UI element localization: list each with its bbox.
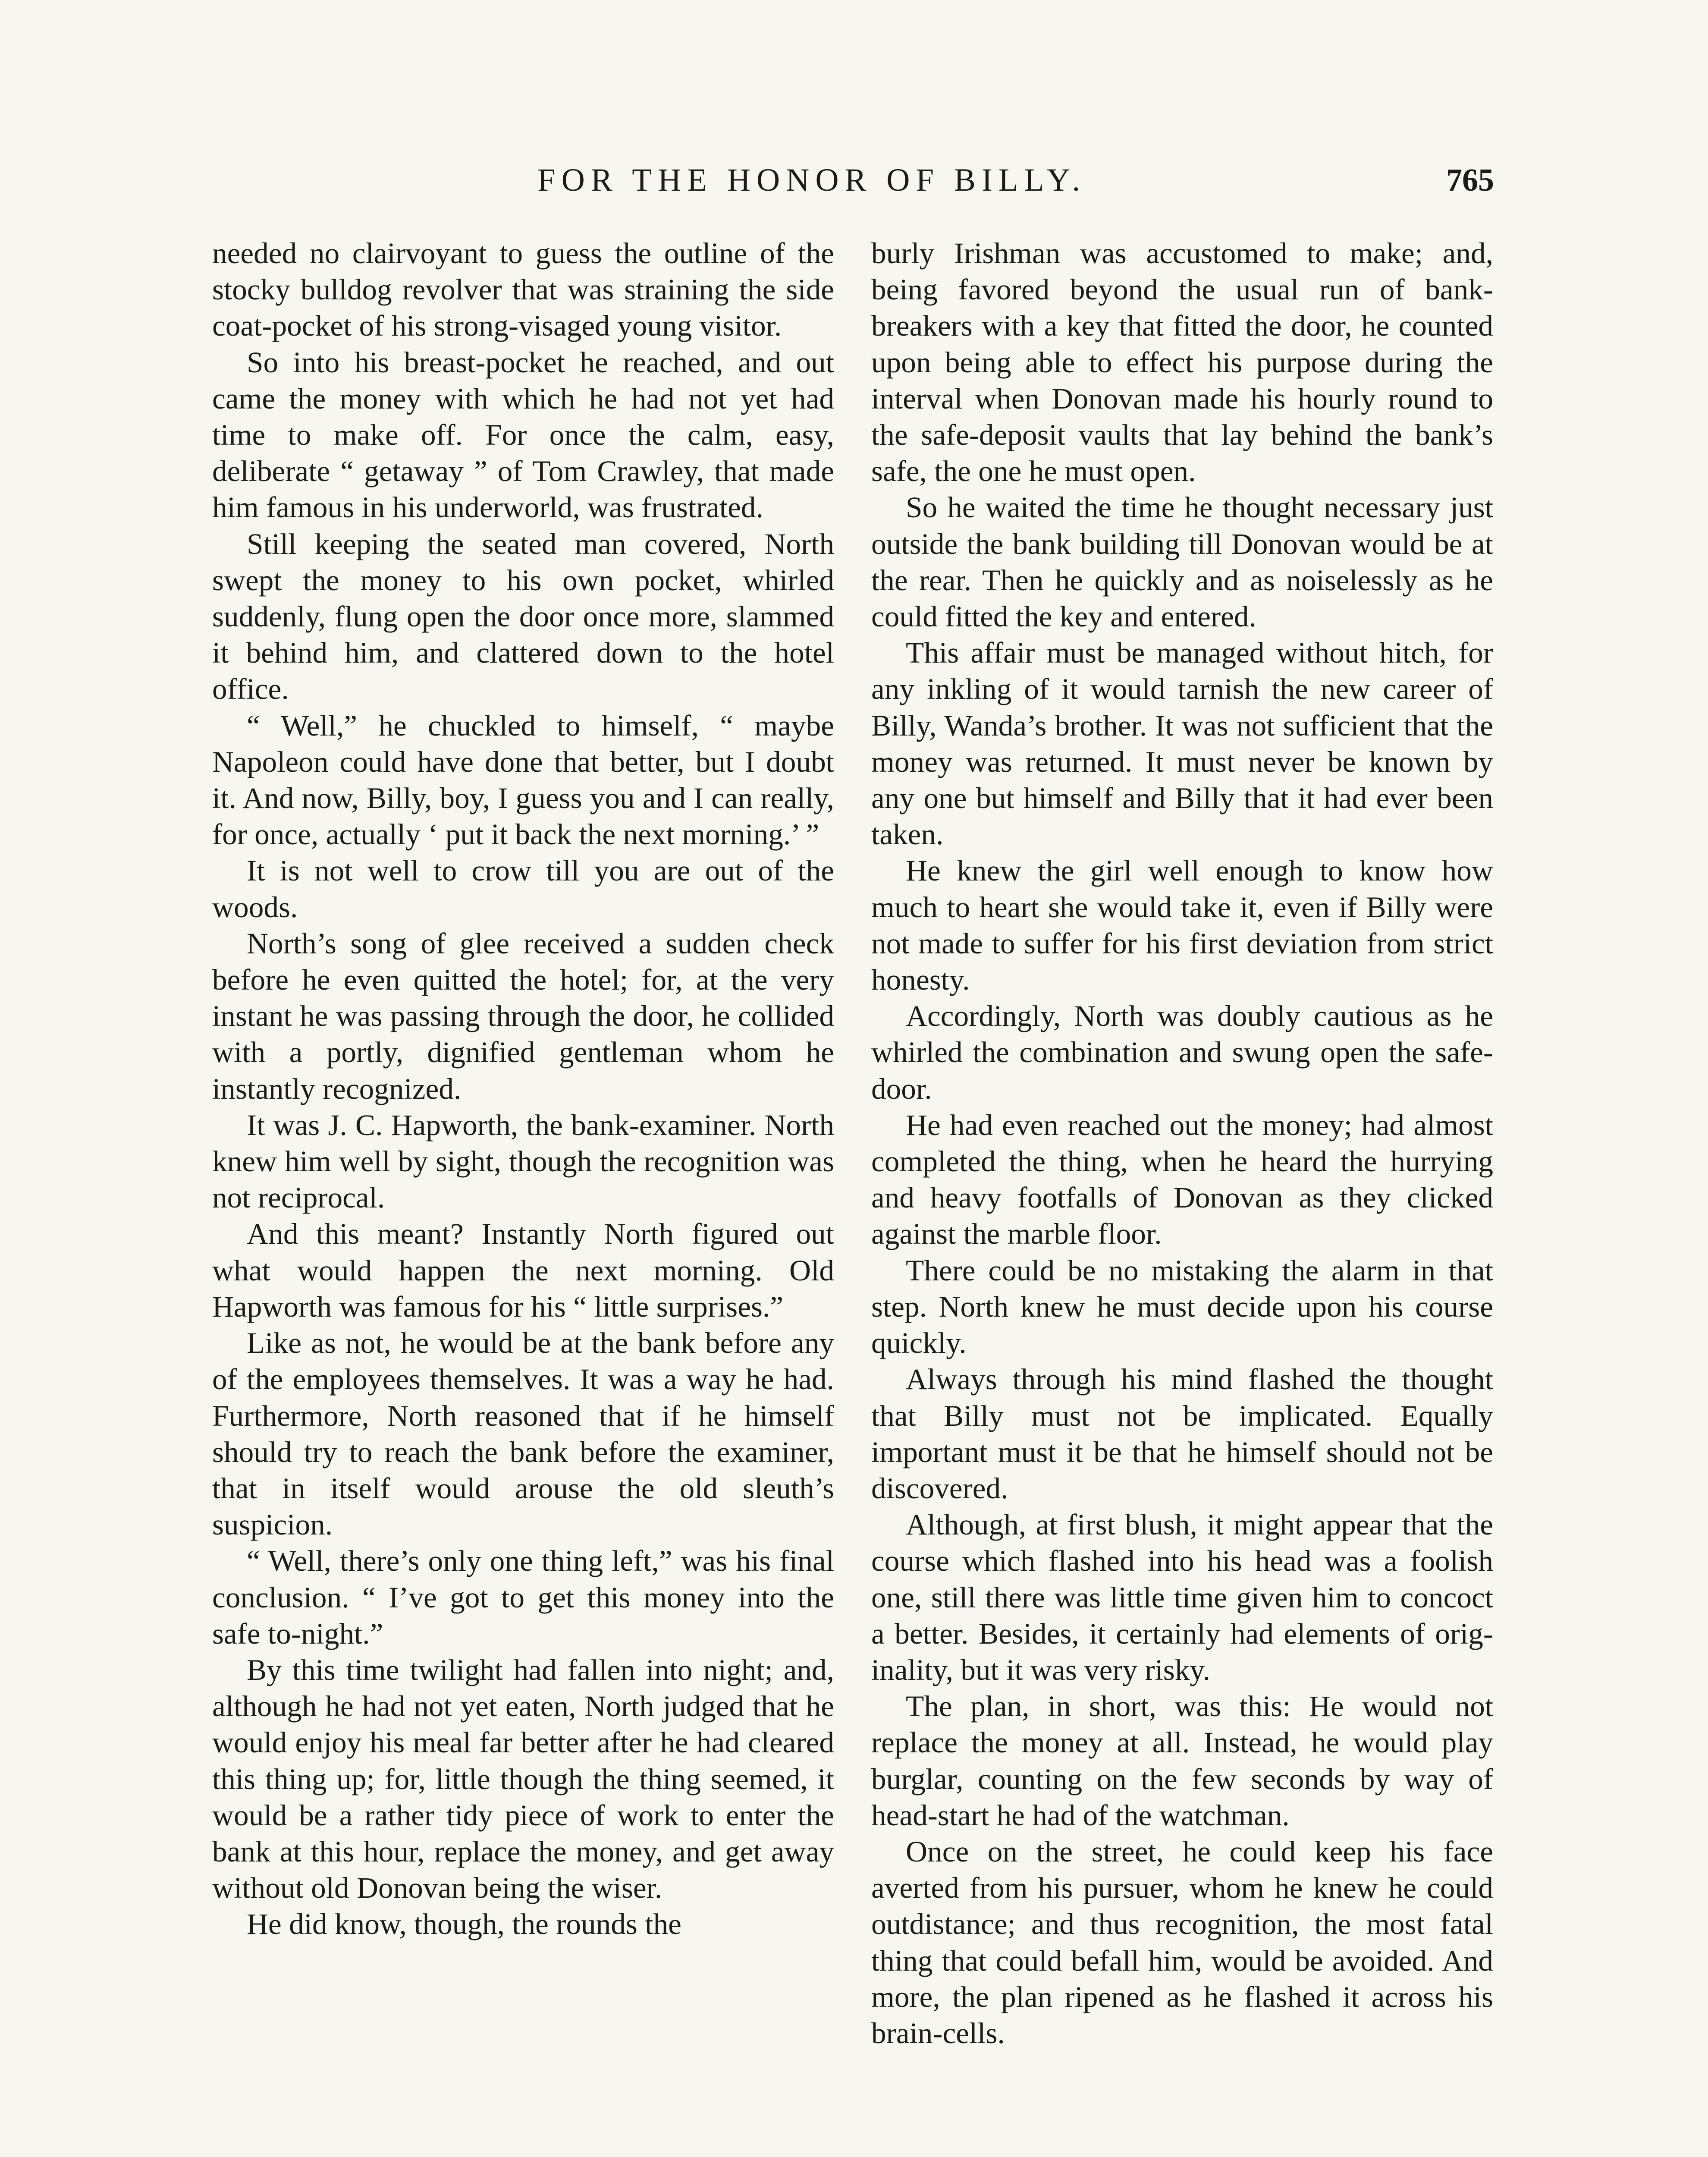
- paragraph: needed no clairvoyant to guess the outline of the stocky bulldog revolver that was straining the side coat-pocket of his strong-visaged young visitor.: [212, 236, 834, 343]
- left-text-column: [212, 235, 834, 2157]
- paragraph: Always through his mind flashed the thought that Billy must not be implicated. Equally important must it be that he himself should not be discovered.: [871, 1362, 1493, 1505]
- page-number: 765: [1446, 163, 1494, 198]
- paragraph: “ Well,” he chuckled to himself, “ maybe Napoleon could have done that better, but I doubt it. And now, Billy, boy, I guess you and I can really, for once, actually ‘ put it back the next morning.’ ”: [212, 708, 834, 851]
- paragraph: Still keeping the seated man covered, North swept the money to his own pocket, whirled suddenly, flung open the door once more, slammed it behind him, and clattered down to the hotel office.: [212, 527, 834, 706]
- paragraph: burly Irishman was accustomed to make; and, being favored beyond the usual run of bank-breakers with a key that fitted the door, he counted upon being able to effect his purpose during the interval when Donovan made his hourly round to the safe-deposit vaults that lay behind the bank’s safe, the one he must open.: [871, 236, 1493, 488]
- paragraph: This affair must be managed without hitch, for any inkling of it would tarnish the new career of Billy, Wanda’s brother. It was not sufficient that the money was returned. It must never be known by any one but himself and Billy that it had ever been taken.: [871, 636, 1493, 851]
- paragraph: He knew the girl well enough to know how much to heart she would take it, even if Billy were not made to suffer for his first deviation from strict honesty.: [871, 854, 1493, 997]
- paragraph: The plan, in short, was this: He would not replace the money at all. Instead, he would play burglar, counting on the few seconds by way of head-start he had of the watchman.: [871, 1689, 1493, 1832]
- right-text-column: [871, 235, 1493, 2157]
- paragraph: Like as not, he would be at the bank before any of the employees themselves. It was a way he had. Furthermore, North reasoned that if he himself should try to reach the bank before the examiner, that in itself would arouse the old sleuth’s suspicion.: [212, 1326, 834, 1541]
- paragraph: Accordingly, North was doubly cautious as he whirled the combination and swung open the safe-door.: [871, 999, 1493, 1105]
- paragraph: North’s song of glee received a sudden check before he even quitted the hotel; for, at the very instant he was passing through the door, he collided with a portly, dignified gentleman whom he instantly recognized.: [212, 926, 834, 1105]
- paragraph: It was J. C. Hapworth, the bank-examiner. North knew him well by sight, though the recognition was not reciprocal.: [212, 1108, 834, 1214]
- paragraph: So into his breast-pocket he reached, and out came the money with which he had not yet had time to make off. For once the calm, easy, deliberate “ getaway ” of Tom Crawley, that made him famous in his underworld, was frustrated.: [212, 345, 834, 524]
- paragraph: Although, at first blush, it might appear that the course which flashed into his head was a foolish one, still there was little time given him to concoct a better. Besides, it certainly had elements of originality, but it was very risky.: [871, 1508, 1493, 1686]
- paragraph: There could be no mistaking the alarm in that step. North knew he must decide upon his course quickly.: [871, 1253, 1493, 1360]
- running-title: FOR THE HONOR OF BILLY.: [537, 162, 1086, 198]
- paragraph: He had even reached out the money; had almost completed the thing, when he heard the hurrying and heavy footfalls of Donovan as they clicked against the marble floor.: [871, 1108, 1493, 1251]
- paragraph: By this time twilight had fallen into night; and, although he had not yet eaten, North judged that he would enjoy his meal far better after he had cleared this thing up; for, little though the thing seemed, it would be a rather tidy piece of work to enter the bank at this hour, replace the money, and get away without old Donovan being the wiser.: [212, 1653, 834, 1905]
- paragraph: Once on the street, he could keep his face averted from his pursuer, whom he knew he could outdistance; and thus recognition, the most fatal thing that could befall him, would be avoided. And more, the plan ripened as he flashed it across his brain-cells.: [871, 1834, 1493, 2050]
- paragraph: It is not well to crow till you are out of the woods.: [212, 854, 834, 924]
- paragraph: He did know, though, the rounds the: [247, 1907, 681, 1941]
- paragraph: “ Well, there’s only one thing left,” was his final conclusion. “ I’ve got to get this money into the safe to-night.”: [212, 1544, 834, 1650]
- paragraph: And this meant? Instantly North figured out what would happen the next morning. Old Hapworth was famous for his “ little surprises.”: [212, 1217, 834, 1323]
- running-head: [0, 159, 1708, 202]
- paragraph: So he waited the time he thought necessary just outside the bank building till Donovan would be at the rear. Then he quickly and as noiselessly as he could fitted the key and entered.: [871, 491, 1493, 633]
